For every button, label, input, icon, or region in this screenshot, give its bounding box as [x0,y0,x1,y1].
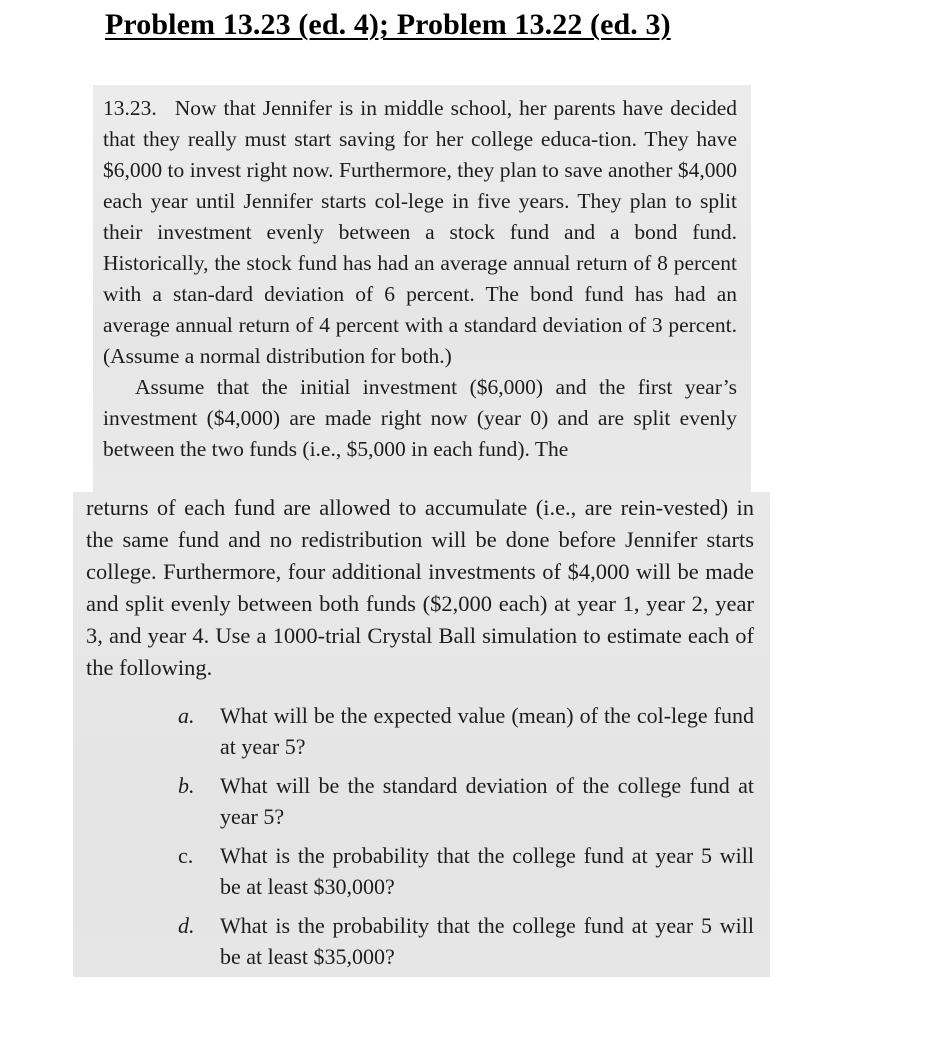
question-text: What will be the standard deviation of the college fund at year 5? [220,773,754,829]
problem-paragraph-2-bottom: returns of each fund are allowed to accumulate (i.e., are rein-vested) in the same fund and no redistribution will be done before Jennifer starts college. Furthermore, four additional investments of $4,000 will be made and split evenly between both funds ($2,000 each) at year 1, year 2, year 3, and year 4. Use a 1000-trial Crystal Ball simulation to estimate each of the following. [86,495,754,680]
problem-text-bottom [86,492,754,684]
question-label: b. [178,773,195,798]
question-item-a [178,700,754,762]
question-list [178,700,754,980]
problem-text-top [103,93,737,465]
question-item-d [178,910,754,972]
question-item-c [178,840,754,902]
question-text: What will be the expected value (mean) of the col-lege fund at year 5? [220,703,754,759]
question-label: d. [178,913,195,938]
page-heading: Problem 13.23 (ed. 4); Problem 13.22 (ed. 3) [105,8,671,41]
problem-paragraph-2-top: Assume that the initial investment ($6,000) and the first year’s investment ($4,000) are made right now (year 0) and are split evenly between the two funds (i.e., $5,000 in each fund). The [103,375,737,461]
question-label: c. [178,843,194,868]
problem-paragraph-1: Now that Jennifer is in middle school, her parents have decided that they really must start saving for her college educa-tion. They have $6,000 to invest right now. Furthermore, they plan to save another $4,000 each year until Jennifer starts col-lege in five years. They plan to split their investment evenly between a stock fund and a bond fund. Historically, the stock fund has had an average annual return of 8 percent with a stan-dard deviation of 6 percent. The bond fund has had an average annual return of 4 percent with a standard deviation of 3 percent. (Assume a normal distribution for both.) [103,96,737,368]
question-label: a. [178,703,195,728]
problem-number: 13.23. [103,96,157,120]
question-text: What is the probability that the college fund at year 5 will be at least $35,000? [220,913,754,969]
question-text: What is the probability that the college fund at year 5 will be at least $30,000? [220,843,754,899]
question-item-b [178,770,754,832]
